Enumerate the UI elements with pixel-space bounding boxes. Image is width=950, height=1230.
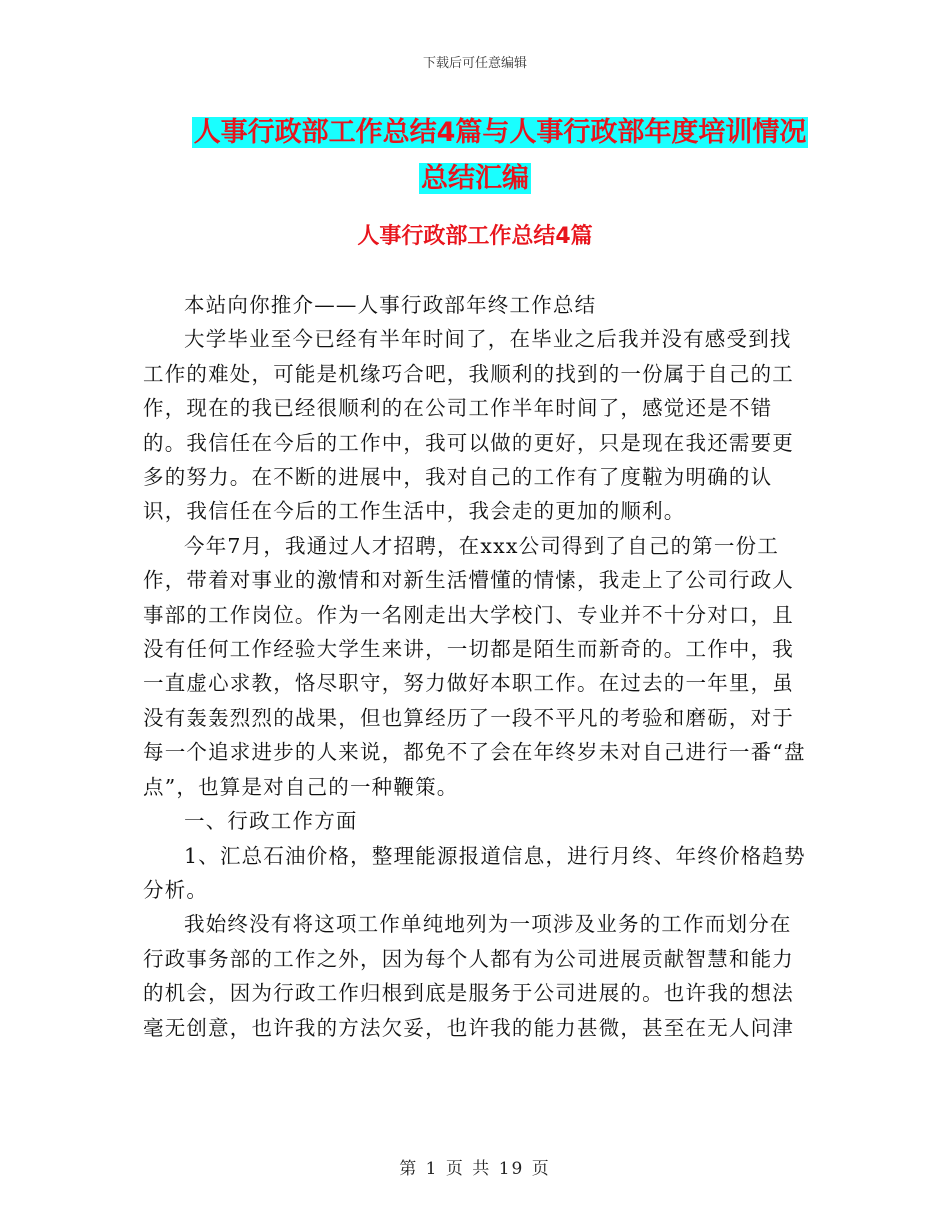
paragraph: 今年7月，我通过人才招聘，在xxx公司得到了自己的第一份工作，带着对事业的激情和对新生活懵懂的情愫，我走上了公司行政人事部的工作岗位。作为一名刚走出大学校门、专业并不十分对口，且没有任何工作经验大学生来讲，一切都是陌生而新奇的。工作中，我一直虚心求教，恪尽职守，努力做好本职工作。在过去的一年里，虽没有轰轰烈烈的战果，但也算经历了一段不平凡的考验和磨砺，对于每一个追求进步的人来说，都免不了会在年终岁未对自己进行一番“盘点”，也算是对自己的一种鞭策。 xyxy=(143,533,806,799)
page-header-note: 下载后可任意编辑 xyxy=(422,56,527,71)
paragraph: 1、汇总石油价格，整理能源报道信息，进行月终、年终价格趋势分析。 xyxy=(143,843,806,902)
paragraph: 我始终没有将这项工作单纯地列为一项涉及业务的工作而划分在行政事务部的工作之外，因为每个人都有为公司进展贡献智慧和能力的机会，因为行政工作归根到底是服务于公司进展的。也许我的想法毫无创意，也许我的方法欠妥，也许我的能力甚微，甚至在无人问津 xyxy=(143,912,794,1040)
paragraph: 大学毕业至今已经有半年时间了，在毕业之后我并没有感受到找工作的难处，可能是机缘巧合吧，我顺利的找到的一份属于自己的工作，现在的我已经很顺利的在公司工作半年时间了，感觉还是不错的。我信任在今后的工作中，我可以做的更好，只是现在我还需要更多的努力。在不断的进展中，我对自己的工作有了度鞡为明确的认识，我信任在今后的工作生活中，我会走的更加的顺利。 xyxy=(143,327,794,524)
document-title xyxy=(0,110,950,202)
page-number: 第 1 页 共 19 页 xyxy=(399,1159,551,1179)
document-title-line2: 总结汇编 xyxy=(421,163,529,194)
document-body xyxy=(143,288,808,1045)
section-title: 人事行政部工作总结4篇 xyxy=(357,224,593,249)
paragraph-intro: 本站向你推介——人事行政部年终工作总结 xyxy=(184,293,597,317)
document-title-line1: 人事行政部工作总结4篇与人事行政部年度培训情况 xyxy=(193,117,807,148)
paragraph-heading: 一、行政工作方面 xyxy=(184,809,358,834)
